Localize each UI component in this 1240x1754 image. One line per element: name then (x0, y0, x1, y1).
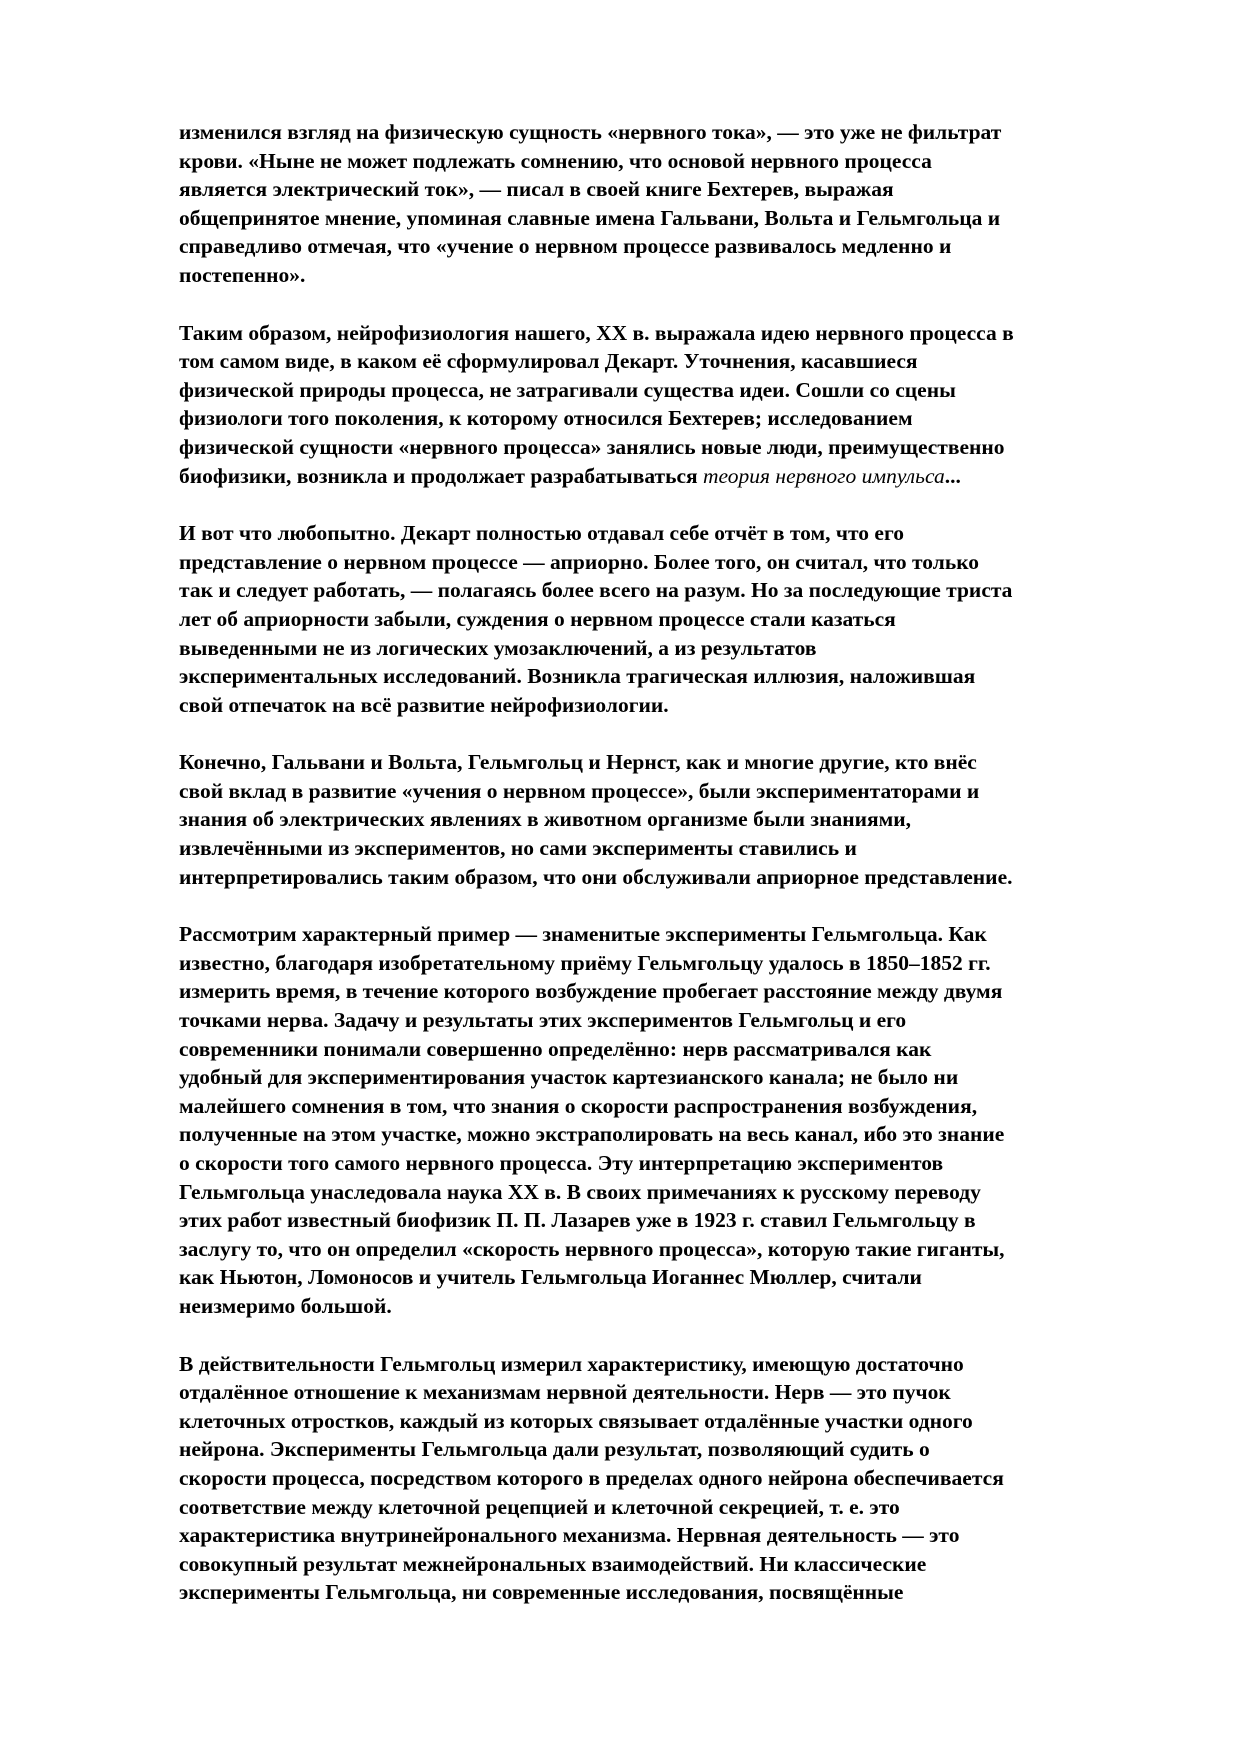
paragraph-5 (179, 920, 1157, 1320)
text-line: скорости процесса, посредством которого в пределах одного нейрона обеспечивается (179, 1465, 1004, 1490)
text-line: свой вклад в развитие «учения о нервном процессе», были экспериментаторами и (179, 778, 980, 803)
paragraph-4 (179, 748, 1157, 891)
text-line: выведенными не из логических умозаключений, а из результатов (179, 635, 817, 660)
text-line: физической сущности «нервного процесса» занялись новые люди, преимущественно (179, 434, 1005, 459)
text-line: совокупный результат межнейрональных взаимодействий. Ни классические (179, 1551, 927, 1576)
text-line: является электрический ток», — писал в своей книге Бехтерев, выражая (179, 177, 894, 202)
text-line: Конечно, Гальвани и Вольта, Гельмгольц и Нернст, как и многие другие, кто внёс (179, 750, 977, 775)
text-line: И вот что любопытно. Декарт полностью отдавал себе отчёт в том, что его (179, 521, 904, 546)
text-line: соответствие между клеточной рецепцией и клеточной секрецией, т. е. это (179, 1494, 900, 1519)
text-line: малейшего сомнения в том, что знания о скорости распространения возбуждения, (179, 1093, 978, 1118)
text-line: известно, благодаря изобретательному приёму Гельмгольцу удалось в 1850–1852 гг. (179, 950, 991, 975)
text-line: крови. «Ныне не может подлежать сомнению, что основой нервного процесса (179, 148, 932, 173)
text-line: о скорости того самого нервного процесса. Эту интерпретацию экспериментов (179, 1151, 944, 1175)
text-line: отдалённое отношение к механизмам нервной деятельности. Нерв — это пучок (179, 1380, 951, 1405)
text-line: свой отпечаток на всё развитие нейрофизиологии. (179, 692, 669, 717)
text-line: справедливо отмечая, что «учение о нервном процессе развивалось медленно и (179, 234, 952, 259)
text-line: знания об электрических явлениях в животном организме были знаниями, (179, 807, 912, 832)
text-line: эксперименты Гельмгольца, ни современные исследования, посвящённые (179, 1580, 904, 1605)
text-line: удобный для экспериментирования участок картезианского канала; не было ни (179, 1065, 959, 1090)
text-line: физической природы процесса, не затрагивали существа идеи. Сошли со сцены (179, 377, 956, 402)
text-line: изменился взгляд на физическую сущность «нервного тока», — это уже не фильтрат (179, 120, 1002, 144)
document-page (179, 118, 1157, 1636)
text-line: так и следует работать, — полагаясь более всего на разум. Но за последующие триста (179, 578, 1013, 603)
text-line: измерить время, в течение которого возбуждение пробегает расстояние между двумя (179, 979, 1003, 1004)
text-line: клеточных отростков, каждый из которых связывает отдалённые участки одного (179, 1408, 973, 1433)
paragraph-3 (179, 519, 1157, 719)
text-segment: биофизики, возникла и продолжает разрабатываться (179, 463, 703, 488)
text-line: Гельмгольца унаследовала наука XX в. В своих примечаниях к русскому переводу (179, 1179, 981, 1204)
text-line: точками нерва. Задачу и результаты этих экспериментов Гельмгольц и его (179, 1008, 907, 1033)
paragraph-1 (179, 118, 1157, 290)
text-line: лет об априорности забыли, суждения о нервном процессе стали казаться (179, 606, 896, 631)
text-line: В действительности Гельмгольц измерил характеристику, имеющую достаточно (179, 1351, 964, 1376)
paragraph-6 (179, 1350, 1157, 1607)
text-line: нейрона. Эксперименты Гельмгольца дали результат, позволяющий судить о (179, 1437, 930, 1462)
text-line: физиологи того поколения, к которому относился Бехтерев; исследованием (179, 406, 913, 431)
text-line: представление о нервном процессе — априорно. Более того, он считал, что только (179, 549, 980, 574)
text-line: Рассмотрим характерный пример — знаменитые эксперименты Гельмгольца. Как (179, 922, 987, 947)
text-line: том самом виде, в каком её сформулировал Декарт. Уточнения, касавшиеся (179, 349, 918, 374)
italic-term: теория нервного импульса (703, 463, 945, 488)
text-line: неизмеримо большой. (179, 1293, 392, 1318)
paragraph-2 (179, 319, 1157, 491)
text-line: этих работ известный биофизик П. П. Лазарев уже в 1923 г. ставил Гельмгольцу в (179, 1208, 976, 1233)
text-line: заслугу то, что он определил «скорость нервного процесса», которую такие гиганты, (179, 1236, 1005, 1261)
text-line-mixed (179, 462, 1157, 491)
text-segment: ... (944, 463, 961, 488)
text-line: характеристика внутринейронального механизма. Нервная деятельность — это (179, 1523, 960, 1548)
text-line: экспериментальных исследований. Возникла трагическая иллюзия, наложившая (179, 664, 976, 689)
text-line: общепринятое мнение, упоминая славные имена Гальвани, Вольта и Гельмгольца и (179, 205, 1001, 230)
text-line: интерпретировались таким образом, что они обслуживали априорное представление. (179, 864, 1013, 889)
text-line: постепенно». (179, 262, 306, 287)
text-line: извлечёнными из экспериментов, но сами эксперименты ставились и (179, 836, 857, 861)
text-line: как Ньютон, Ломоносов и учитель Гельмгольца Иоганнес Мюллер, считали (179, 1265, 922, 1290)
text-line: полученные на этом участке, можно экстраполировать на весь канал, ибо это знание (179, 1122, 1005, 1147)
text-line: Таким образом, нейрофизиология нашего, XX в. выражала идею нервного процесса в (179, 320, 1014, 345)
text-line: современники понимали совершенно определённо: нерв рассматривался как (179, 1036, 932, 1061)
